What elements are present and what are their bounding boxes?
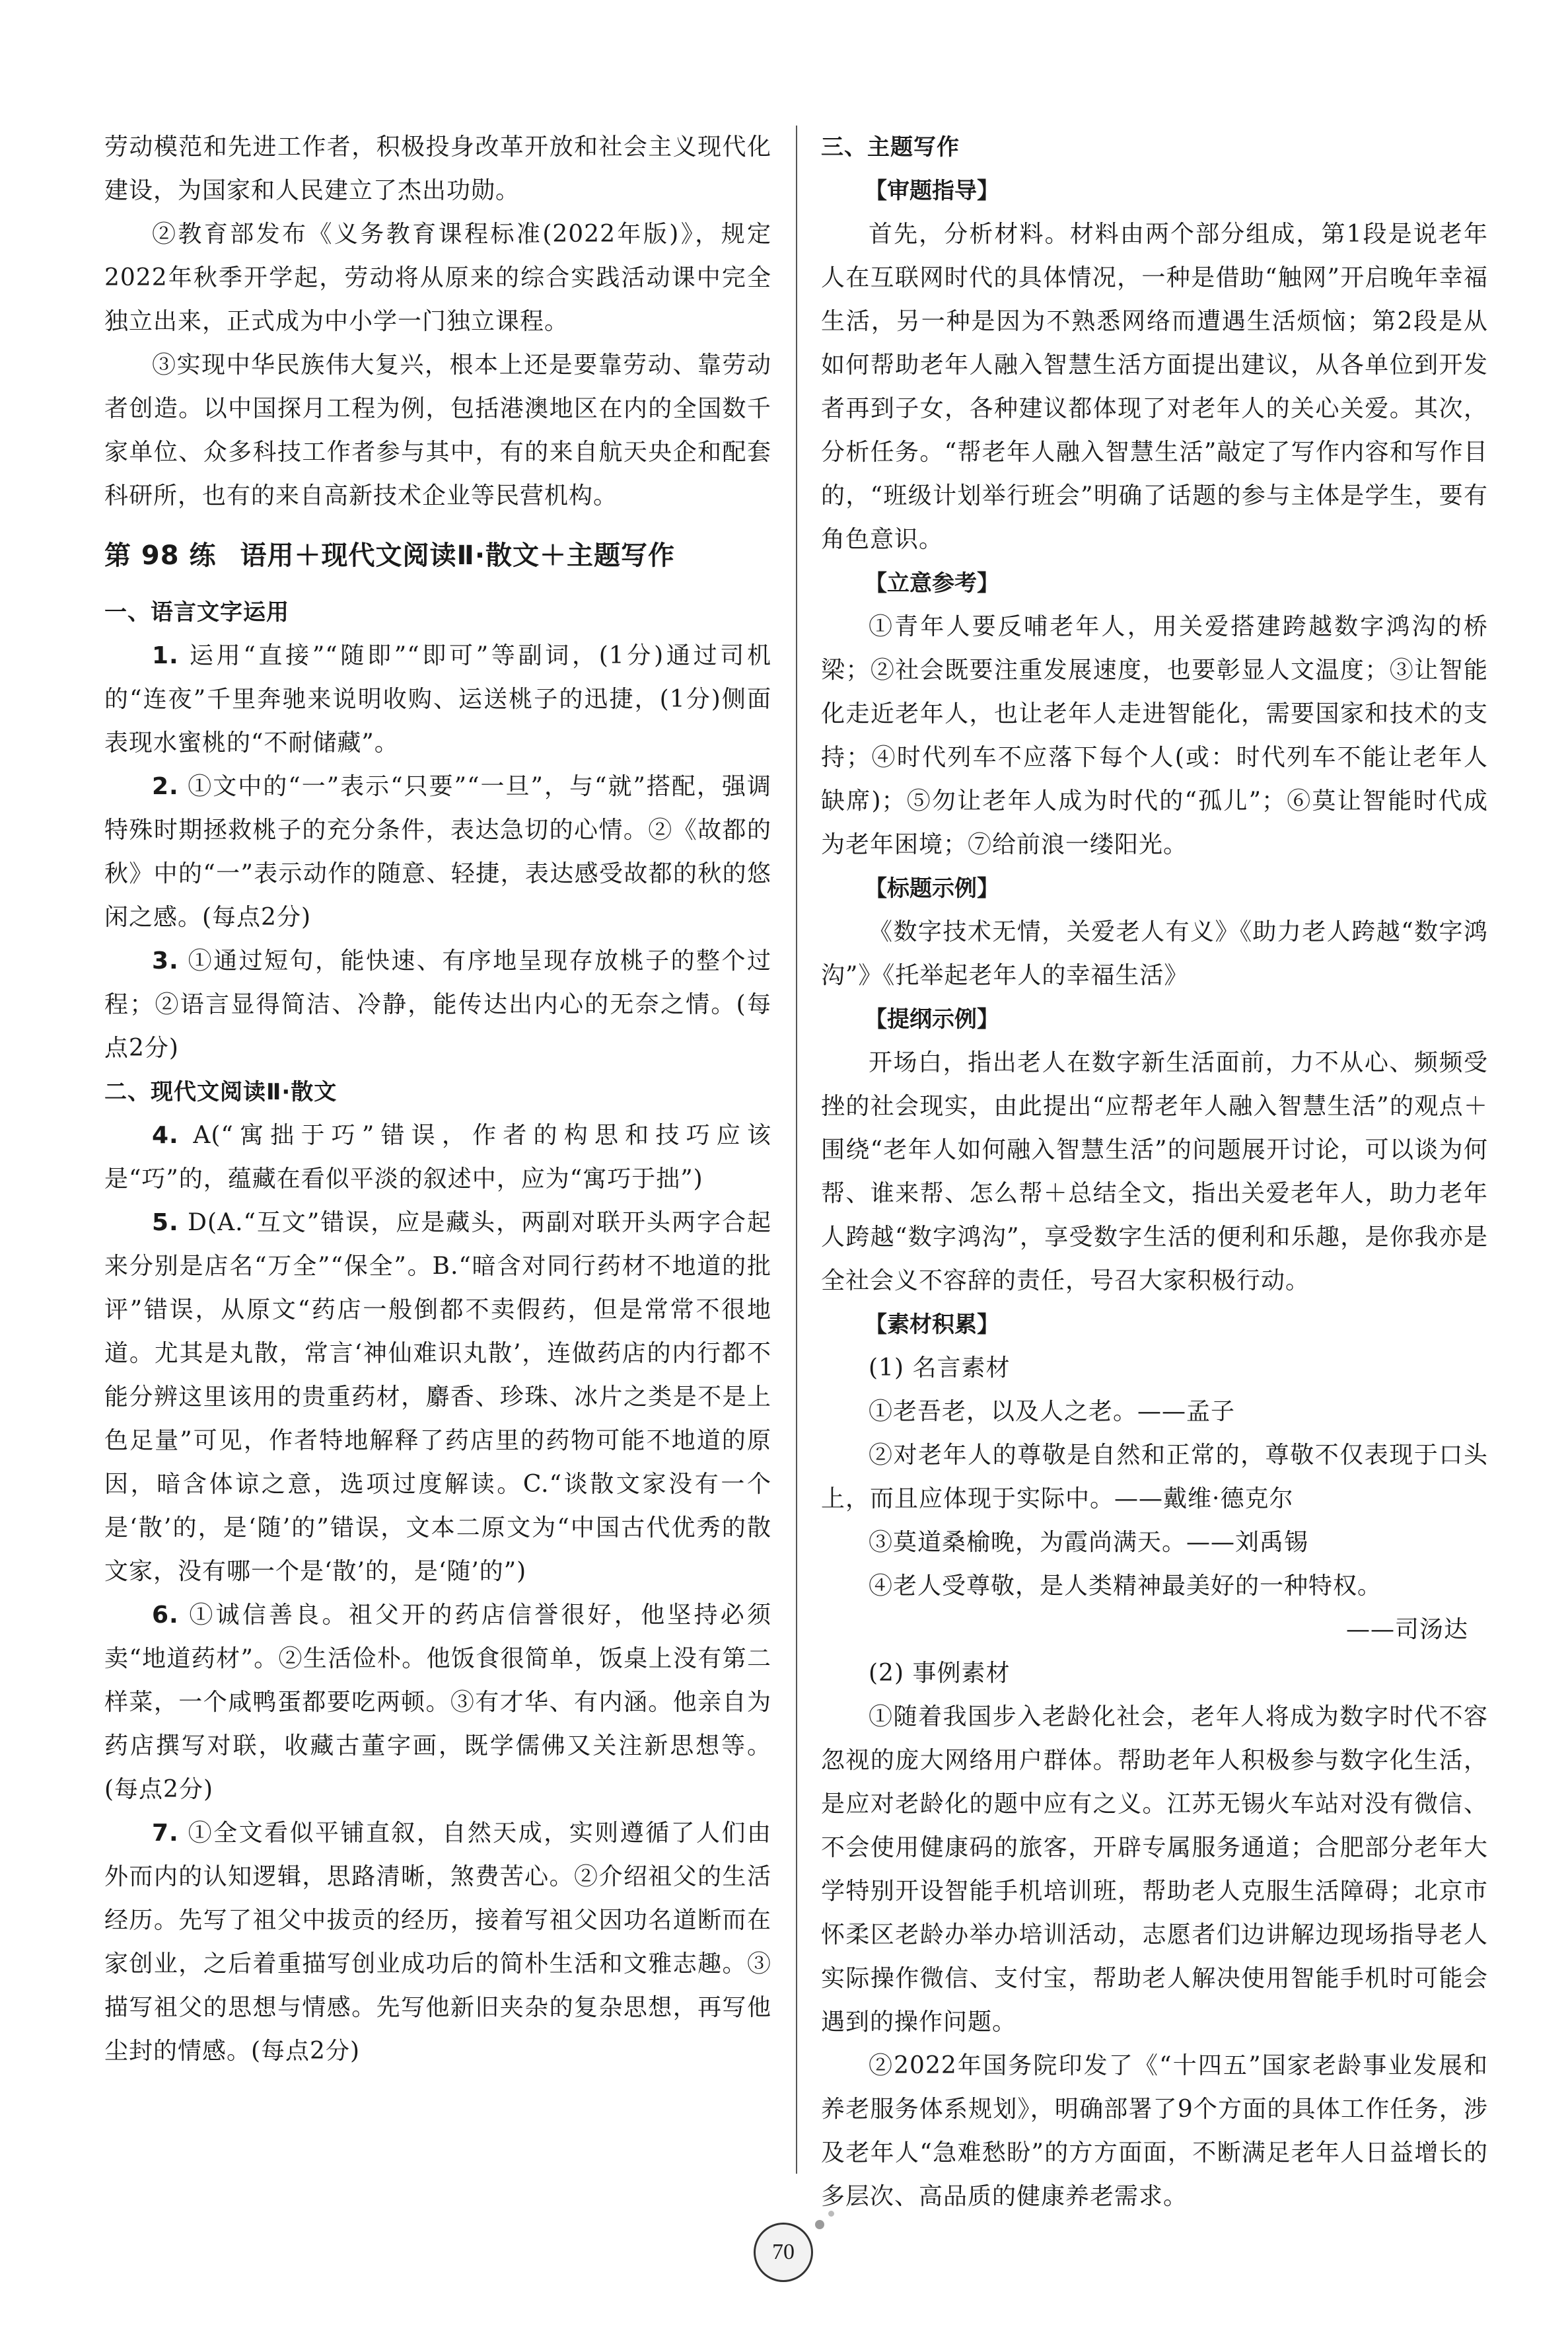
sub-label: (2) 事例素材 xyxy=(869,1660,1011,1687)
continued-paragraph: ③实现中华民族伟大复兴，根本上还是要靠劳动、靠劳动者创造。以中国探月工程为例，包括港澳地区在内的全国数千家单位、众多科技工作者参与其中，有的来自航天央企和配套科研所，也有的来自高新技术企业等民营机构。 xyxy=(104,351,771,509)
answer-text: ①通过短句，能快速、有序地呈现存放桃子的整个过程；②语言显得简洁、冷静，能传达出内心的无奈之情。(每点2分) xyxy=(104,947,771,1062)
column-divider xyxy=(796,126,797,2174)
paragraph: 首先，分析材料。材料由两个部分组成，第1段是说老年人在互联网时代的具体情况，一种是借助“触网”开启晚年幸福生活，另一种是因为不熟悉网络而遭遇生活烦恼；第2段是从如何帮助老年人融入智慧生活方面提出建议，从各单位到开发者再到子女，各种建议都体现了对老年人的关心关爱。其次，分析任务。“帮老年人融入智慧生活”敲定了写作内容和写作目的，“班级计划举行班会”明确了话题的参与主体是学生，要有角色意识。 xyxy=(821,221,1488,553)
answer-text: A(“寓拙于巧”错误，作者的构思和技巧应该是“巧”的，蕴藏在看似平淡的叙述中，应为“寓巧于拙”) xyxy=(104,1122,771,1193)
continued-paragraph: 劳动模范和先进工作者，积极投身改革开放和社会主义现代化建设，为国家和人民建立了杰出功勋。 xyxy=(104,133,771,204)
section-heading: 二、现代文阅读Ⅱ·散文 xyxy=(104,1079,338,1105)
answer-item xyxy=(104,634,771,765)
subheading-biaoti: 【标题示例】 xyxy=(865,875,999,902)
page-number: 70 xyxy=(754,2223,813,2282)
subheading-sucai: 【素材积累】 xyxy=(865,1311,999,1338)
answer-item xyxy=(104,1201,771,1594)
decorative-dot xyxy=(815,2220,824,2229)
question-number: 1. xyxy=(152,642,179,669)
question-number: 7. xyxy=(152,1820,179,1847)
lesson-number: 第 98 练 xyxy=(104,540,217,571)
sub-label: (1) 名言素材 xyxy=(869,1354,1011,1382)
right-column xyxy=(821,126,1488,2219)
question-number: 2. xyxy=(152,773,179,800)
answer-item xyxy=(104,940,771,1070)
question-number: 5. xyxy=(152,1209,179,1236)
subheading-shenti: 【审题指导】 xyxy=(865,178,999,204)
answer-item xyxy=(104,1114,771,1201)
decorative-dot xyxy=(828,2211,834,2217)
continued-paragraph: ②教育部发布《义务教育课程标准(2022年版)》，规定2022年秋季开学起，劳动将从原来的综合实践活动课中完全独立出来，正式成为中小学一门独立课程。 xyxy=(104,221,771,335)
answer-text: ①诚信善良。祖父开的药店信誉很好，他坚持必须卖“地道药材”。②生活俭朴。他饭食很简单，饭桌上没有第二样菜，一个咸鸭蛋都要吃两顿。③有才华、有内涵。他亲自为药店撰写对联，收藏古董字画，既学儒佛又关注新思想等。(每点2分) xyxy=(104,1602,771,1803)
answer-item xyxy=(104,1812,771,2073)
answer-text: ①文中的“一”表示“只要”“一旦”，与“就”搭配，强调特殊时期拯救桃子的充分条件，表达急切的心情。②《故都的秋》中的“一”表示动作的随意、轻捷，表达感受故都的秋的悠闲之感。(每点2分) xyxy=(104,773,771,931)
section-heading: 一、语言文字运用 xyxy=(104,599,289,626)
quote: ④老人受尊敬，是人类精神最美好的一种特权。 xyxy=(869,1572,1382,1600)
paragraph: ①青年人要反哺老年人，用关爱搭建跨越数字鸿沟的桥梁；②社会既要注重发展速度，也要彰显人文温度；③让智能化走近老年人，也让老年人走进智能化，需要国家和技术的支持；④时代列车不应落下每个人(或：时代列车不能让老年人缺席)；⑤勿让老年人成为时代的“孤儿”；⑥莫让智能时代成为老年困境；⑦给前浪一缕阳光。 xyxy=(821,613,1488,858)
subheading-liyi: 【立意参考】 xyxy=(865,570,999,597)
lesson-title: 语用＋现代文阅读Ⅱ·散文＋主题写作 xyxy=(240,540,676,571)
quote: ③莫道桑榆晚，为霞尚满天。——刘禹锡 xyxy=(869,1529,1309,1556)
question-number: 3. xyxy=(152,947,179,975)
paragraph: 《数字技术无情，关爱老人有义》《助力老人跨越“数字鸿沟”》《托举起老年人的幸福生活》 xyxy=(821,918,1488,989)
answer-item xyxy=(104,1594,771,1812)
quote: ①老吾老，以及人之老。——孟子 xyxy=(869,1398,1236,1425)
paragraph: 开场白，指出老人在数字新生活面前，力不从心、频频受挫的社会现实，由此提出“应帮老年人融入智慧生活”的观点＋围绕“老年人如何融入智慧生活”的问题展开讨论，可以谈为何帮、谁来帮、怎么帮＋总结全文，指出关爱老年人，助力老年人跨越“数字鸿沟”，享受数字生活的便利和乐趣，是你我亦是全社会义不容辞的责任，号召大家积极行动。 xyxy=(821,1049,1488,1294)
question-number: 6. xyxy=(152,1602,179,1629)
answer-text: 运用“直接”“随即”“即可”等副词，(1分)通过司机的“连夜”千里奔驰来说明收购、运送桃子的迅捷，(1分)侧面表现水蜜桃的“不耐储藏”。 xyxy=(104,642,771,757)
case-paragraph: ①随着我国步入老龄化社会，老年人将成为数字时代不容忽视的庞大网络用户群体。帮助老年人积极参与数字化生活，是应对老龄化的题中应有之义。江苏无锡火车站对没有微信、不会使用健康码的旅客，开辟专属服务通道；合肥部分老年大学特别开设智能手机培训班，帮助老人克服生活障碍；北京市怀柔区老龄办举办培训活动，志愿者们边讲解边现场指导老人实际操作微信、支付宝，帮助老人解决使用智能手机时可能会遇到的操作问题。 xyxy=(821,1703,1488,2036)
quote-attribution: ——司汤达 xyxy=(1345,1616,1468,1643)
answer-text: ①全文看似平铺直叙，自然天成，实则遵循了人们由外而内的认知逻辑，思路清晰，煞费苦心。②介绍祖父的生活经历。先写了祖父中拔贡的经历，接着写祖父因功名道断而在家创业，之后着重描写创业成功后的简朴生活和文雅志趣。③描写祖父的思想与情感。先写他新旧夹杂的复杂思想，再写他尘封的情感。(每点2分) xyxy=(104,1820,771,2065)
left-column xyxy=(104,126,771,2073)
answer-item xyxy=(104,765,771,940)
section-heading: 三、主题写作 xyxy=(821,134,960,161)
lesson-heading xyxy=(104,533,771,579)
case-paragraph: ②2022年国务院印发了《“十四五”国家老龄事业发展和养老服务体系规划》，明确部署了9个方面的具体工作任务，涉及老年人“急难愁盼”的方方面面，不断满足老年人日益增长的多层次、高品质的健康养老需求。 xyxy=(821,2052,1488,2210)
quote: ②对老年人的尊敬是自然和正常的，尊敬不仅表现于口头上，而且应体现于实际中。——戴维·德克尔 xyxy=(821,1442,1488,1512)
question-number: 4. xyxy=(152,1122,179,1149)
answer-text: D(A.“互文”错误，应是藏头，两副对联开头两字合起来分别是店名“万全”“保全”。B.“暗含对同行药材不地道的批评”错误，从原文“药店一般倒都不卖假药，但是常常不很地道。尤其是丸散，常言‘神仙难识丸散’，连做药店的内行都不能分辨这里该用的贵重药材，麝香、珍珠、冰片之类是不是上色足量”可见，作者特地解释了药店里的药物可能不地道的原因，暗含体谅之意，选项过度解读。C.“谈散文家没有一个是‘散’的，是‘随’的”错误，文本二原文为“中国古代优秀的散文家，没有哪一个是‘散’的，是‘随’的”) xyxy=(104,1209,771,1585)
subheading-tigang: 【提纲示例】 xyxy=(865,1006,999,1033)
